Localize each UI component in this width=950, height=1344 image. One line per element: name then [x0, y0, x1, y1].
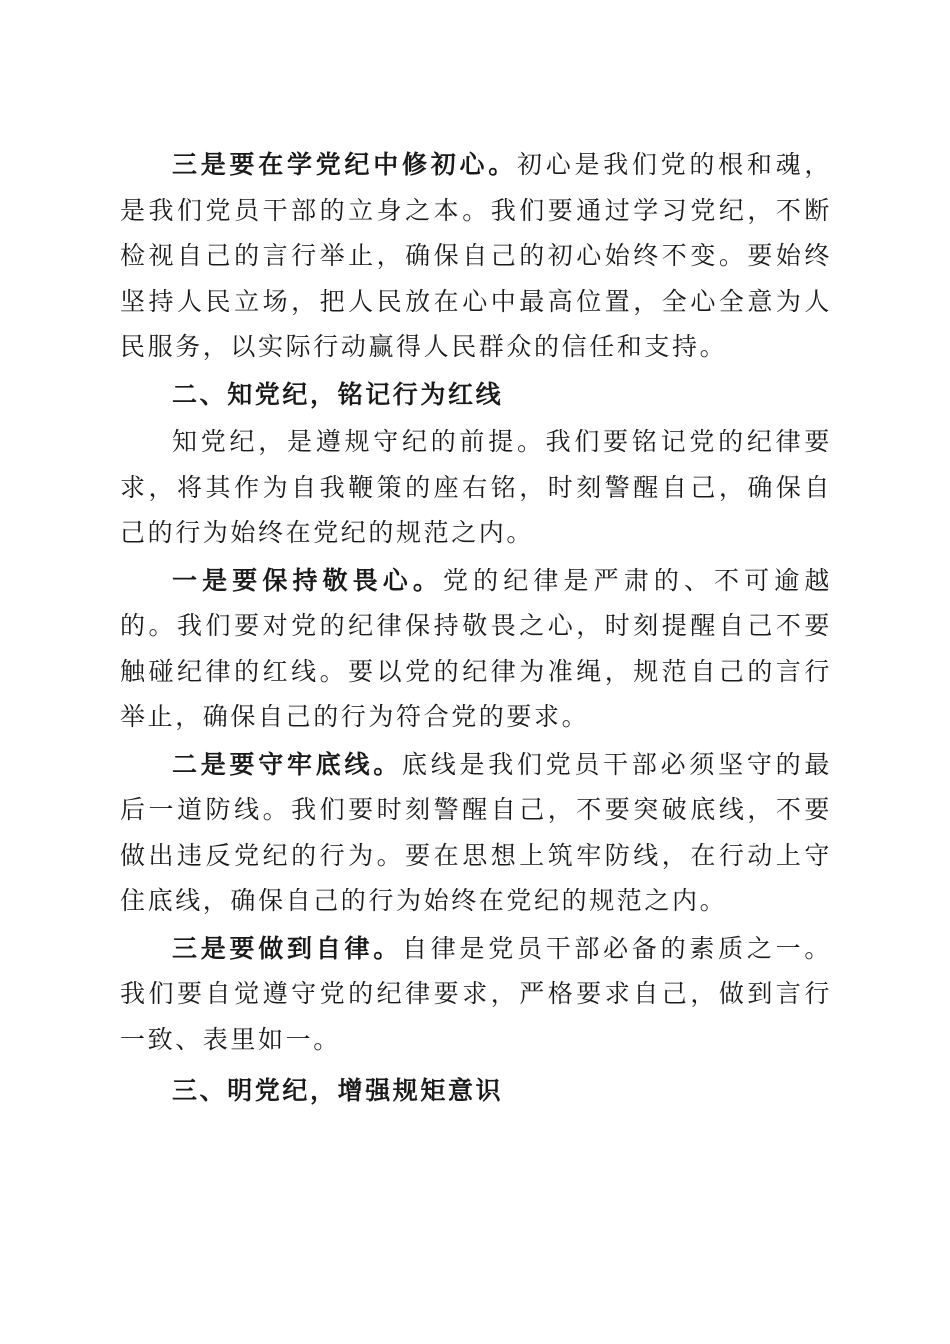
paragraph-text: 自律是党员干部必备的素质之一。我们要自觉遵守党的纪律要求，严格要求自己，做到言行一致、表里如一。	[120, 933, 832, 1054]
paragraph-lead: 二是要守牢底线。	[172, 749, 402, 779]
document-page	[120, 142, 832, 1116]
paragraph-text: 知党纪，是遵规守纪的前提。我们要铭记党的纪律要求，将其作为自我鞭策的座右铭，时刻警醒自己，确保自己的行为始终在党纪的规范之内。	[120, 427, 832, 547]
paragraph-lead: 一是要保持敬畏心。	[172, 565, 444, 595]
paragraph-text: 党的纪律是严肃的、不可逾越的。我们要对党的纪律保持敬畏之心，时刻提醒自己不要触碰纪律的红线。要以党的纪律为准绳，规范自己的言行举止，确保自己的行为符合党的要求。	[120, 565, 832, 731]
paragraph-keep-original-aspiration	[120, 142, 832, 370]
paragraph-know-discipline	[120, 419, 832, 556]
paragraph-reverence	[120, 558, 832, 740]
section-heading-3: 三、明党纪，增强规矩意识	[172, 1076, 504, 1105]
paragraph-bottom-line	[120, 742, 832, 924]
paragraph-lead: 三是要在学党纪中修初心。	[172, 150, 517, 179]
paragraph-text: 初心是我们党的根和魂，是我们党员干部的立身之本。我们要通过学习党纪，不断检视自己的言行举止，确保自己的初心始终不变。要始终坚持人民立场，把人民放在心中最高位置，全心全意为人民服务，以实际行动赢得人民群众的信任和支持。	[120, 150, 833, 361]
paragraph-lead: 三是要做到自律。	[172, 933, 402, 963]
section-heading-2: 二、知党纪，铭记行为红线	[172, 379, 504, 409]
paragraph-self-discipline	[120, 926, 832, 1063]
paragraph-text: 底线是我们党员干部必须坚守的最后一道防线。我们要时刻警醒自己，不要突破底线，不要做出违反党纪的行为。要在思想上筑牢防线，在行动上守住底线，确保自己的行为始终在党纪的规范之内。	[120, 749, 832, 915]
